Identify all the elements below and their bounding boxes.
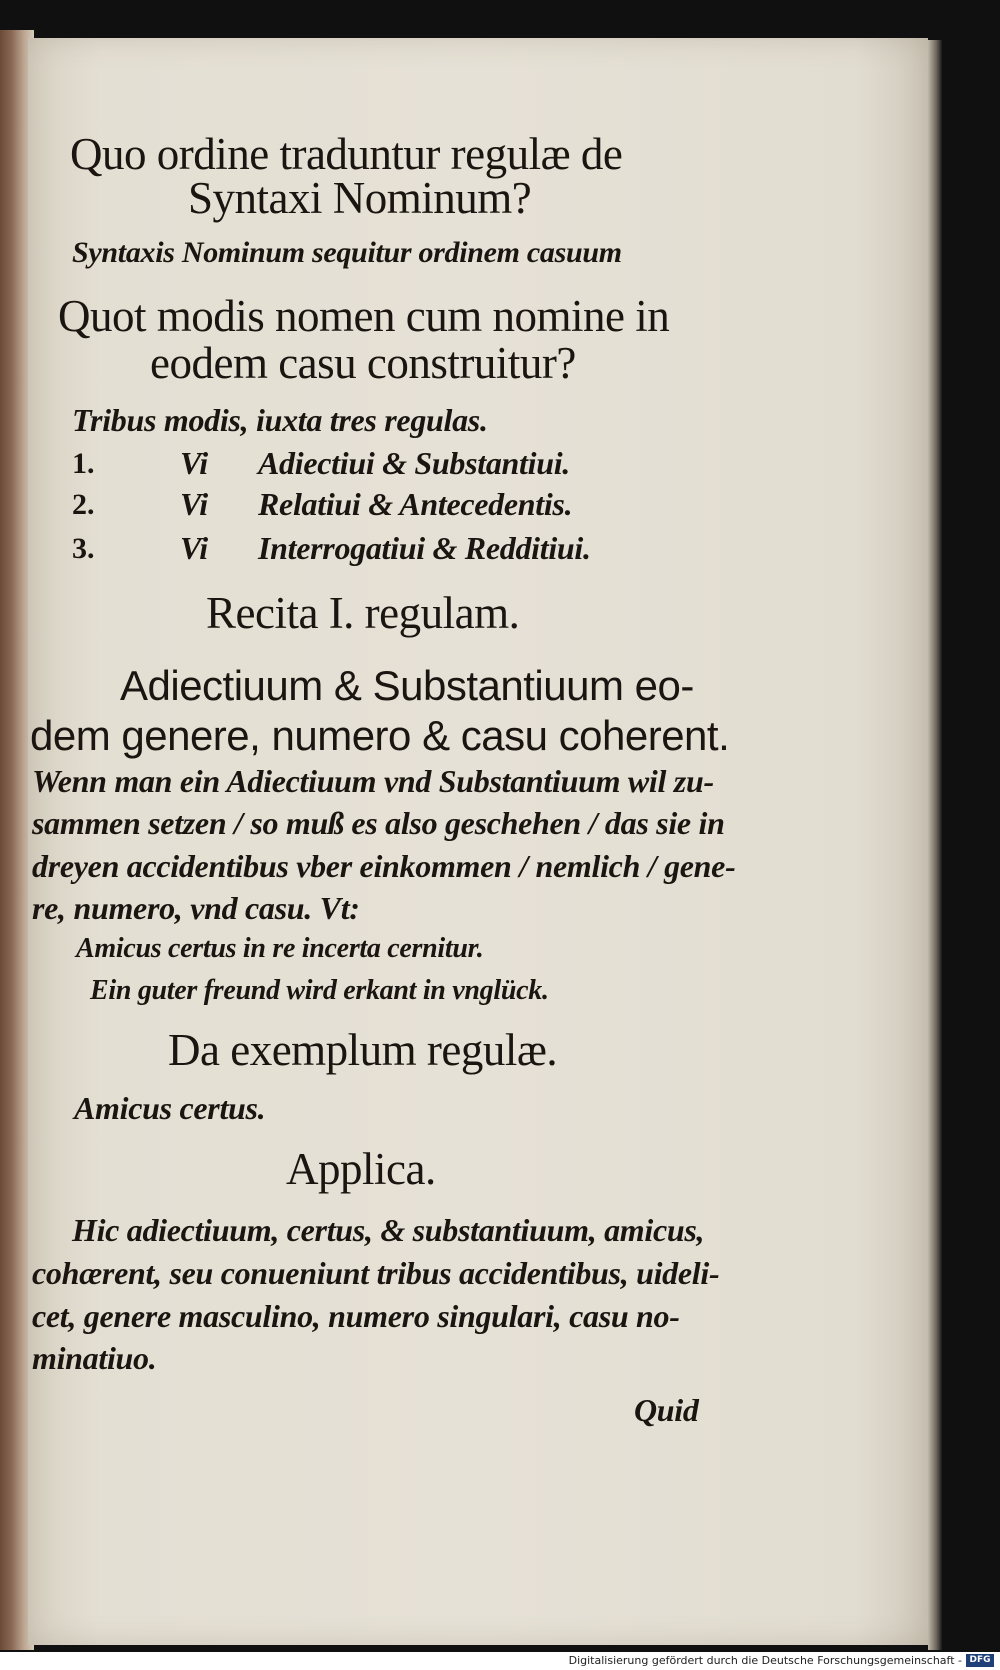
rule-text-line-1: Adiectiuum & Substantiuum eo- [120, 662, 694, 709]
rule-3-text: Interrogatiui & Redditiui. [258, 530, 591, 566]
applica-line-1: Hic adiectiuum, certus, & substantiuum, amicus, [72, 1212, 705, 1248]
heading-2-line-2: eodem casu construitur? [150, 338, 576, 388]
rule-2-text: Relatiui & Antecedentis. [258, 486, 573, 522]
heading-2-line-1: Quot modis nomen cum nomine in [58, 291, 670, 341]
rule-2-number: 2. [72, 488, 95, 521]
catchword: Quid [634, 1392, 699, 1428]
applica-line-3: cet, genere masculino, numero singulari, casu no- [32, 1298, 680, 1334]
rule-3-number: 3. [72, 532, 95, 565]
rule-3-vi: Vi [180, 530, 208, 566]
heading-1-line-2: Syntaxi Nominum? [188, 173, 532, 223]
example-short: Amicus certus. [74, 1090, 266, 1126]
heading-4: Da exemplum regulæ. [168, 1025, 558, 1075]
applica-line-2: cohærent, seu conueniunt tribus accidentibus, uideli- [32, 1255, 720, 1291]
rule-text-line-2: dem genere, numero & casu coherent. [30, 712, 730, 759]
answer-1: Syntaxis Nominum sequitur ordinem casuum [72, 236, 622, 269]
footer-credit: Digitalisierung gefördert durch die Deutsche Forschungsgemeinschaft - [568, 1654, 962, 1667]
heading-3: Recita I. regulam. [206, 588, 520, 638]
example-german: Ein guter freund wird erkant in vnglück. [90, 975, 549, 1006]
german-line-4: re, numero, vnd casu. Vt: [32, 890, 360, 926]
german-line-3: dreyen accidentibus vber einkommen / nemlich / gene- [32, 848, 736, 884]
example-latin: Amicus certus in re incerta cernitur. [76, 933, 484, 964]
rule-1-text: Adiectiui & Substantiui. [258, 445, 571, 481]
answer-2-intro: Tribus modis, iuxta tres regulas. [72, 402, 488, 438]
applica-line-4: minatiuo. [32, 1340, 157, 1376]
german-line-2: sammen setzen / so muß es also geschehen / das sie in [32, 805, 725, 841]
rule-1-number: 1. [72, 447, 95, 480]
heading-1-line-1: Quo ordine traduntur regulæ de [70, 129, 623, 179]
rule-1-vi: Vi [180, 445, 208, 481]
heading-5: Applica. [286, 1144, 436, 1194]
german-line-1: Wenn man ein Adiectiuum vnd Substantiuum wil zu- [32, 763, 714, 799]
dfg-logo-icon: DFG [966, 1654, 994, 1667]
rule-2-vi: Vi [180, 486, 208, 522]
